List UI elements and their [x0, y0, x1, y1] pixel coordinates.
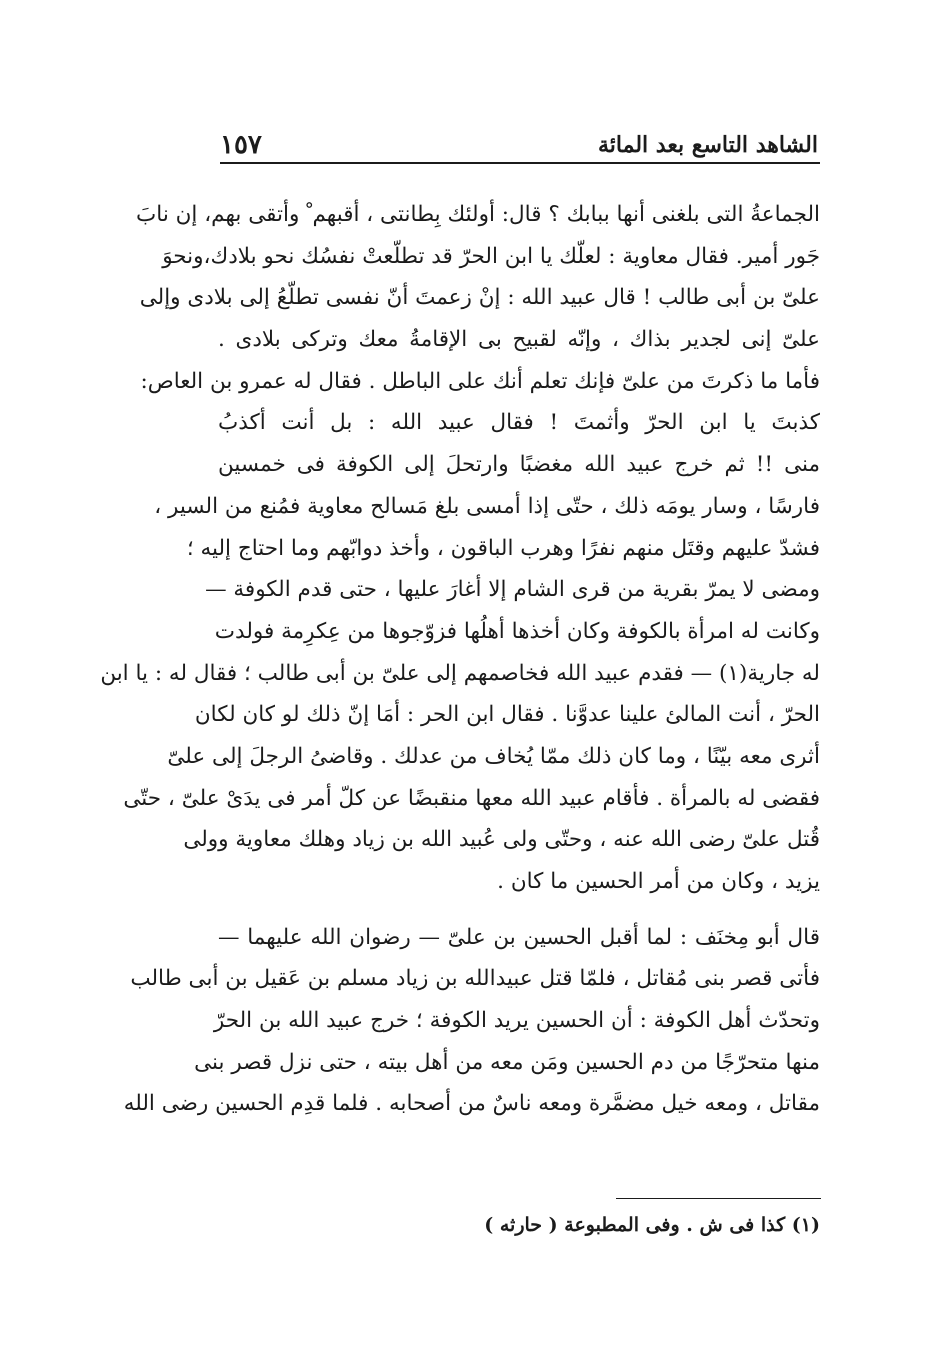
- text-line: الحرّ ، أنت المالئ علينا عدوَّنا . فقال ابن الحر : أمَا إنّ ذلك لو كان لكان: [194, 702, 820, 728]
- text-line: قُتل علىّ رضى الله عنه ، وحتّى ولى عُبيد الله بن زياد وهلك معاوية وولى: [183, 827, 820, 853]
- text-line: وتحدّث أهل الكوفة : أن الحسين يريد الكوفة ؛ خرج عبيد الله بن الحرّ: [213, 1008, 820, 1034]
- text-line: الجماعةُ التى بلغنى أنها ببابك ؟ قال: أولئك بِطانتى ، أقبهم ْ وأتقى بهم، إن نابَ: [136, 202, 820, 227]
- running-head: الشاهد التاسع بعد المائة: [597, 132, 818, 158]
- text-line: يزيد ، وكان من أمر الحسين ما كان .: [497, 869, 820, 894]
- footnote-rule: [616, 1198, 821, 1199]
- text-line: فأتى قصر بنى مُقاتل ، فلمّا قتل عبيدالله بن زياد مسلم بن عَقيل بن أبى طالب: [130, 966, 820, 992]
- text-line: أثرى معه بيّنًا ، وما كان ذلك ممّا يُخاف من عدلك . وقاضىُ الرجلَ إلى علىّ: [167, 743, 820, 769]
- text-line: علىّ بن أبى طالب ! قال عبيد الله : إنْ زعمتَ أنّ نفسى تطلّعُ إلى بلادى وإلى: [139, 285, 820, 311]
- page-number: ١٥٧: [220, 130, 262, 160]
- text-line: منى !! ثم خرج عبيد الله مغضبًا وارتحلَ إلى الكوفة فى خمسين: [218, 452, 820, 478]
- text-line: منها متحرّجًا من دم الحسين ومَن معه من أهل بيته ، حتى نزل قصر بنى: [194, 1049, 820, 1075]
- header-rule: [220, 162, 820, 164]
- text-line: فشدّ عليهم وقتَل منهم نفرًا وهرب الباقون ، وأخذ دوابّهم وما احتاج إليه ؛: [186, 535, 820, 561]
- text-line: مقاتل ، ومعه خيل مضمَّرة ومعه ناسٌ من أصحابه . فلما قدِم الحسين رضى الله: [123, 1091, 820, 1117]
- text-line: علىّ إنى لجدير بذاك ، وإنّه لقبيح بى الإقامةُ معك وتركى بلادى .: [218, 327, 820, 353]
- paragraph-gap: [218, 903, 820, 917]
- text-line: قال أبو مِخنَف : لما أقبل الحسين بن علىّ — رضوان الله عليهما —: [218, 924, 820, 950]
- text-line: فقضى له بالمرأة . فأقام عبيد الله معها منقبضًا عن كلّ أمر فى يدَىْ علىّ ، حتّى: [123, 785, 820, 811]
- text-line: وكانت له امرأة بالكوفة وكان أخذها أهلُها فزوّجوها من عِكرِمة فولدت: [214, 618, 820, 644]
- text-line: جَور أمير. فقال معاوية : لعلّك يا ابن الحرّ قد تطلّعتْ نفسُك نحو بلادك،ونحوَ: [162, 243, 820, 269]
- page-header: [220, 118, 818, 160]
- paragraph-2: [123, 917, 820, 1125]
- text-line: كذبتَ يا ابن الحرّ وأثمتَ ! فقال عبيد الله : بل أنت أكذبُ: [218, 410, 820, 436]
- text-line: له جارية(١) — فقدم عبيد الله فخاصمهم إلى علىّ بن أبى طالب ؛ فقال له : يا ابن: [100, 660, 820, 686]
- text-line: فارسًا ، وسار يومَه ذلك ، حتّى إذا أمسى بلغ مَسالح معاوية فمُنع من السير ،: [154, 493, 820, 519]
- text-line: فأما ما ذكرتَ من علىّ فإنك تعلم أنك على الباطل . فقال له عمرو بن العاص:: [140, 368, 820, 394]
- footnote: (١) كذا فى ش . وفى المطبوعة ( حارثه ): [484, 1214, 820, 1236]
- text-line: ومضى لا يمرّ بقرية من قرى الشام إلا أغارَ عليها ، حتى قدم الكوفة —: [205, 577, 820, 603]
- body-text: [100, 194, 820, 1125]
- paragraph-1: [100, 194, 820, 903]
